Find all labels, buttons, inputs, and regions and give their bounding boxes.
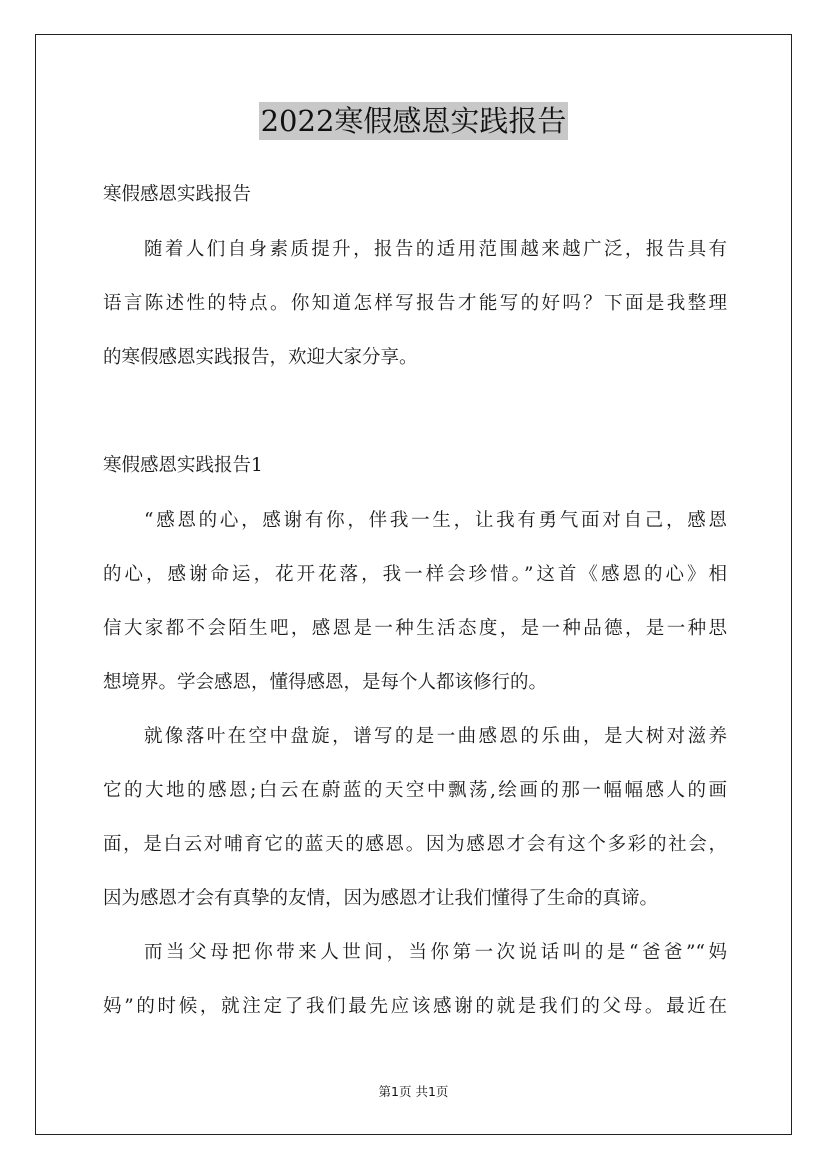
title-container [0, 102, 827, 140]
document-title: 2022寒假感恩实践报告 [260, 104, 567, 138]
paragraph1-line-1: “感恩的心，感谢有你，伴我一生，让我有勇气面对自己，感恩 [144, 510, 727, 531]
document-heading: 寒假感恩实践报告 [103, 184, 252, 205]
intro-line-2: 语言陈述性的特点。你知道怎样写报告才能写的好吗？下面是我整理 [103, 293, 727, 314]
paragraph3-line-1: 而当父母把你带来人世间，当你第一次说话叫的是“爸爸”“妈 [144, 942, 727, 963]
paragraph3-line-2: 妈”的时候，就注定了我们最先应该感谢的就是我们的父母。最近在 [103, 996, 727, 1017]
intro-line-3: 的寒假感恩实践报告，欢迎大家分享。 [103, 347, 418, 368]
paragraph2-line-3: 面，是白云对哺育它的蓝天的感恩。因为感恩才会有这个多彩的社会， [103, 834, 727, 855]
paragraph2-line-1: 就像落叶在空中盘旋，谱写的是一曲感恩的乐曲，是大树对滋养 [144, 726, 727, 747]
paragraph1-line-2: 的心，感谢命运，花开花落，我一样会珍惜。”这首《感恩的心》相 [103, 564, 727, 585]
section-heading: 寒假感恩实践报告1 [103, 455, 263, 476]
intro-line-1: 随着人们自身素质提升，报告的适用范围越来越广泛，报告具有 [144, 239, 727, 260]
paragraph1-line-3: 信大家都不会陌生吧，感恩是一种生活态度，是一种品德，是一种思 [103, 618, 727, 639]
page-footer: 第1页 共1页 [378, 1084, 449, 1099]
paragraph2-line-2: 它的大地的感恩;白云在蔚蓝的天空中飘荡,绘画的那一幅幅感人的画 [103, 780, 727, 801]
paragraph1-line-4: 想境界。学会感恩，懂得感恩，是每个人都该修行的。 [103, 672, 548, 693]
paragraph2-line-4: 因为感恩才会有真挚的友情，因为感恩才让我们懂得了生命的真谛。 [103, 888, 659, 909]
